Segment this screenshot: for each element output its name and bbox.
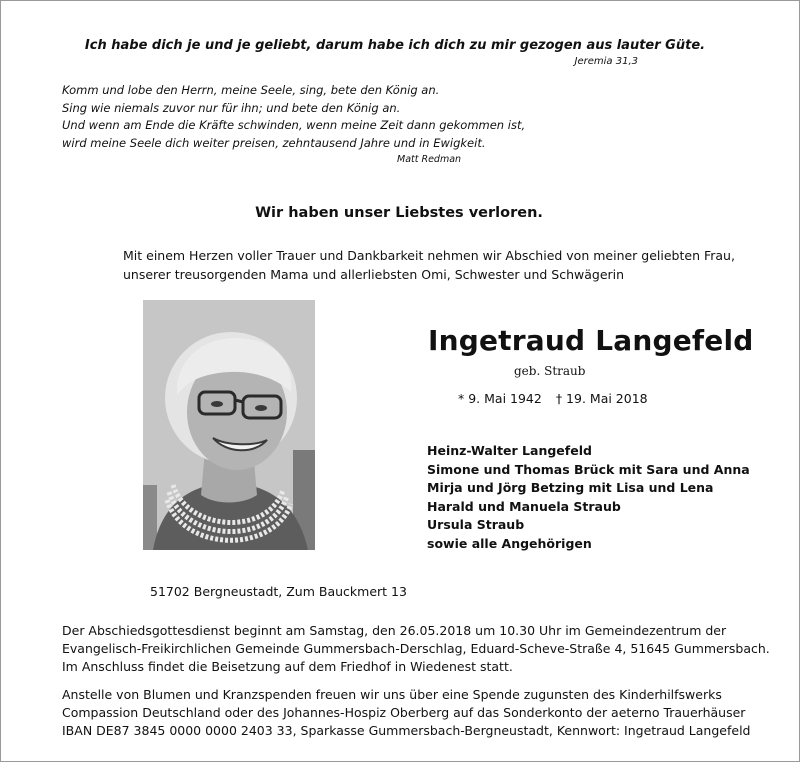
poem-line: Komm und lobe den Herrn, meine Seele, sing, bete den König an. <box>62 83 440 97</box>
mourners-list <box>427 442 750 553</box>
service-line: Im Anschluss findet die Beisetzung auf dem Friedhof in Wiedenest statt. <box>62 659 513 674</box>
death-date: † 19. Mai 2018 <box>555 391 648 406</box>
headline: Wir haben unser Liebstes verloren. <box>255 205 543 221</box>
intro-text <box>123 246 735 284</box>
bible-verse: Ich habe dich je und je geliebt, darum habe ich dich zu mir gezogen aus lauter Güte. <box>84 38 706 53</box>
poem-line: wird meine Seele dich weiter preisen, zehntausend Jahre und in Ewigkeit. <box>62 135 486 150</box>
service-line: Evangelisch-Freikirchlichen Gemeinde Gummersbach-Derschlag, Eduard-Scheve-Straße 4, 51645 Gummersbach. <box>62 641 770 656</box>
service-info <box>62 622 770 676</box>
mourner-line: Mirja und Jörg Betzing mit Lisa und Lena <box>427 480 714 495</box>
birth-date: * 9. Mai 1942 <box>458 391 542 406</box>
mourner-line: sowie alle Angehörigen <box>427 535 592 551</box>
donation-info <box>62 686 752 740</box>
deceased-name: Ingetraud Langefeld <box>428 324 754 357</box>
poem-line: Sing wie niemals zuvor nur für ihn; und bete den König an. <box>62 100 401 115</box>
donation-line: Compassion Deutschland oder des Johannes-Hospiz Oberberg auf das Sonderkonto der aeterno Trauerhäuser <box>62 705 746 720</box>
mourner-line: Simone und Thomas Brück mit Sara und Anna <box>427 461 750 477</box>
mourner-line: Heinz-Walter Langefeld <box>427 443 592 458</box>
bible-verse-reference: Jeremia 31,3 <box>574 56 638 67</box>
mourner-line: Ursula Straub <box>427 517 525 532</box>
poem <box>62 82 542 152</box>
service-line: Der Abschiedsgottesdienst beginnt am Samstag, den 26.05.2018 um 10.30 Uhr im Gemeindezentrum der <box>62 623 727 638</box>
family-address: 51702 Bergneustadt, Zum Bauckmert 13 <box>150 584 407 599</box>
intro-line: Mit einem Herzen voller Trauer und Dankbarkeit nehmen wir Abschied von meiner geliebten Frau, <box>123 248 735 263</box>
poem-author: Matt Redman <box>397 154 462 165</box>
donation-line: IBAN DE87 3845 0000 0000 2403 33, Sparkasse Gummersbach-Bergneustadt, Kennwort: Ingetraud Langefeld <box>62 723 751 738</box>
portrait-photo <box>143 300 315 550</box>
poem-line: Und wenn am Ende die Kräfte schwinden, wenn meine Zeit dann gekommen ist, <box>62 118 526 132</box>
donation-line: Anstelle von Blumen und Kranzspenden freuen wir uns über eine Spende zugunsten des Kinderhilfswerks <box>62 687 722 702</box>
life-dates <box>458 391 648 406</box>
intro-line: unserer treusorgenden Mama und allerliebsten Omi, Schwester und Schwägerin <box>123 267 625 282</box>
maiden-name: geb. Straub <box>514 364 586 378</box>
mourner-line: Harald und Manuela Straub <box>427 498 621 514</box>
